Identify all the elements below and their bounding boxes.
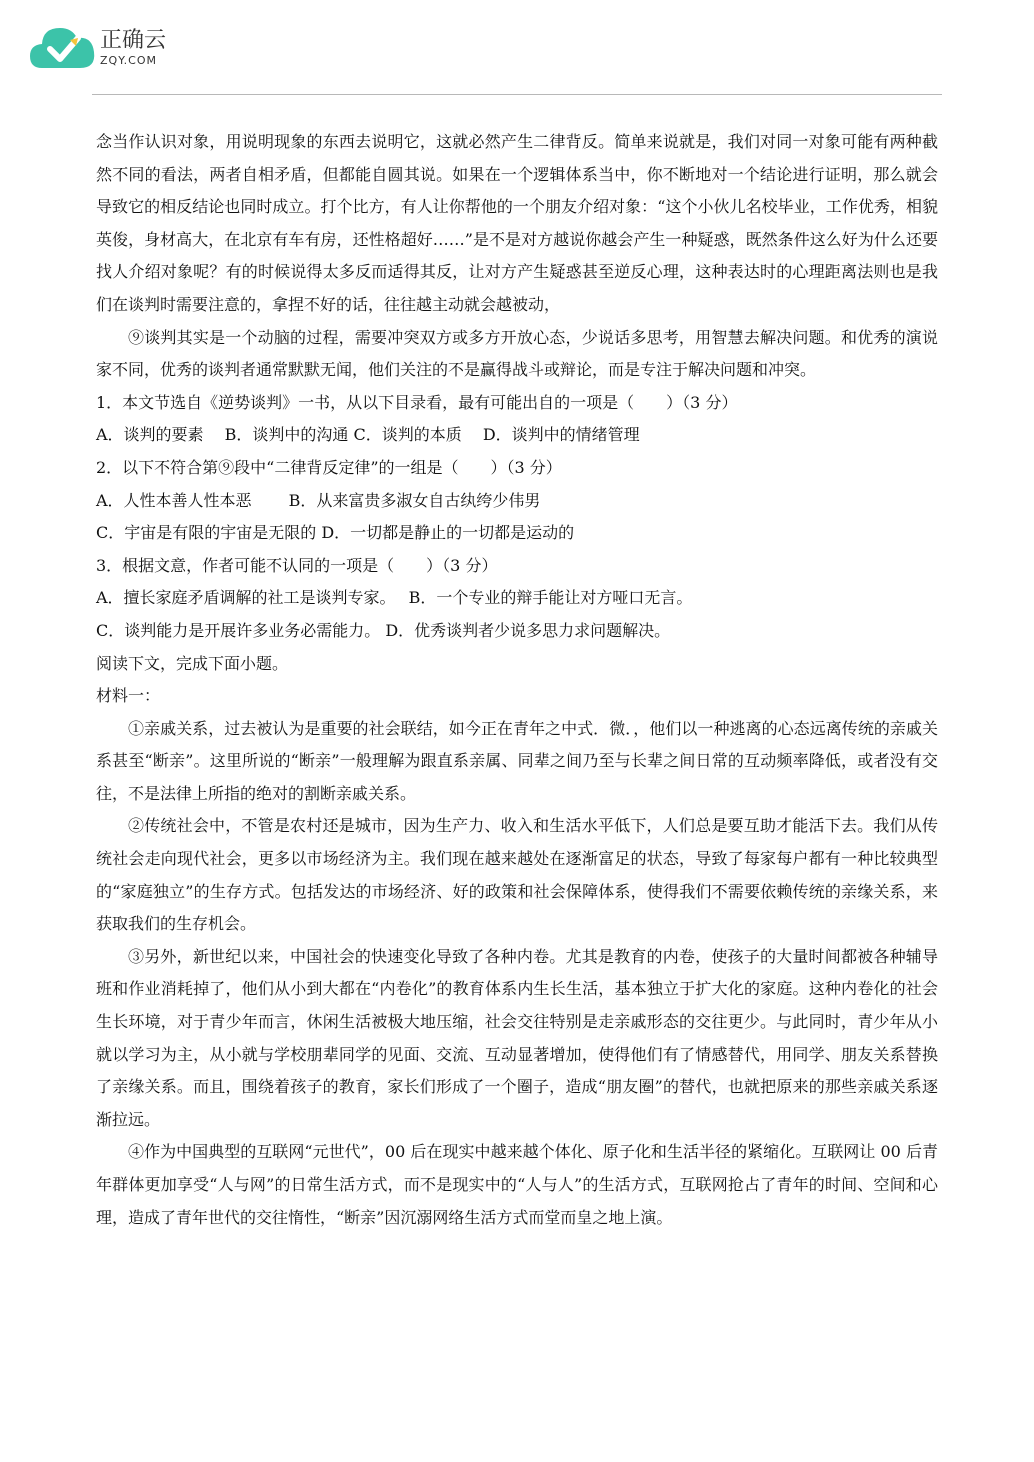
question-2-options-cd: C．宇宙是有限的宇宙是无限的 D．一切都是静止的一切都是运动的	[96, 523, 575, 543]
page-content	[96, 126, 938, 1234]
header-divider	[92, 94, 942, 95]
question-3-options-cd: C．谈判能力是开展许多业务必需能力。 D．优秀谈判者少说多思力求问题解决。	[96, 620, 671, 640]
logo-url: ZQY.COM	[100, 54, 158, 67]
paragraph-9: ⑨谈判其实是一个动脑的过程，需要冲突双方或多方开放心态，少说话多思考，用智慧去解决问题。和优秀的演说家不同，优秀的谈判者通常默默无闻，他们关注的不是赢得战斗或辩论，而是专注于解决问题和冲突。	[96, 327, 938, 380]
question-1-options: A．谈判的要素 B．谈判中的沟通 C．谈判的本质 D．谈判中的情绪管理	[96, 425, 640, 445]
question-2: 2．以下不符合第⑨段中“二律背反定律”的一组是（ ）（3 分）	[96, 457, 562, 477]
material-paragraph-1: ①亲戚关系，过去被认为是重要的社会联结，如今正在青年之中式．微．，他们以一种逃离的心态远离传统的亲戚关系甚至“断亲”。这里所说的“断亲”一般理解为跟直系亲属、同辈之间乃至与长辈之间日常的互动频率降低，或者没有交往，不是法律上所指的绝对的割断亲戚关系。	[96, 718, 938, 803]
logo-text	[100, 28, 166, 68]
question-2-options-ab: A．人性本善人性本恶 B．从来富贵多淑女自古纨绔少伟男	[96, 490, 541, 510]
question-3-options-ab: A．擅长家庭矛盾调解的社工是谈判专家。 B．一个专业的辩手能让对方哑口无言。	[96, 588, 693, 608]
page-header	[30, 18, 1010, 78]
question-1: 1．本文节选自《逆势谈判》一书，从以下目录看，最有可能出自的一项是（ ）（3 分）	[96, 392, 738, 412]
reading-instruction: 阅读下文，完成下面小题。	[96, 653, 289, 673]
logo-name: 正确云	[100, 28, 167, 53]
material-label: 材料一：	[96, 686, 161, 706]
material-paragraph-3: ③另外，新世纪以来，中国社会的快速变化导致了各种内卷。尤其是教育的内卷，使孩子的大量时间都被各种辅导班和作业消耗掉了，他们从小到大都在“内卷化”的教育体系内生长生活，基本独立于扩大化的家庭。这种内卷化的社会生长环境，对于青少年而言，休闲生活被极大地压缩，社会交往特别是走亲戚形态的交往更少。与此同时，青少年从小就以学习为主，从小就与学校朋辈同学的见面、交流、互动显著增加，使得他们有了情感替代，用同学、朋友关系替换了亲缘关系。而且，围绕着孩子的教育，家长们形成了一个圈子，造成“朋友圈”的替代，也就把原来的那些亲戚关系逐渐拉远。	[96, 946, 938, 1129]
material-paragraph-2: ②传统社会中，不管是农村还是城市，因为生产力、收入和生活水平低下，人们总是要互助才能活下去。我们从传统社会走向现代社会，更多以市场经济为主。我们现在越来越处在逐渐富足的状态，导致了每家每户都有一种比较典型的“家庭独立”的生存方式。包括发达的市场经济、好的政策和社会保障体系，使得我们不需要依赖传统的亲缘关系，来获取我们的生存机会。	[96, 816, 938, 934]
paragraph-continued: 念当作认识对象，用说明现象的东西去说明它，这就必然产生二律背反。简单来说就是，我们对同一对象可能有两种截然不同的看法，两者自相矛盾，但都能自圆其说。如果在一个逻辑体系当中，你不断地对一个结论进行证明，那么就会导致它的相反结论也同时成立。打个比方，有人让你帮他的一个朋友介绍对象：“这个小伙儿名校毕业，工作优秀，相貌英俊，身材高大，在北京有车有房，还性格超好……”是不是对方越说你越会产生一种疑惑，既然条件这么好为什么还要找人介绍对象呢？有的时候说得太多反而适得其反，让对方产生疑惑甚至逆反心理，这种表达时的心理距离法则也是我们在谈判时需要注意的，拿捏不好的话，往往越主动就会越被动，	[96, 132, 938, 314]
question-3: 3．根据文意，作者可能不认同的一项是（ ）（3 分）	[96, 555, 498, 575]
material-paragraph-4: ④作为中国典型的互联网“元世代”，00 后在现实中越来越个体化、原子化和生活半径的紧缩化。互联网让 00 后青年群体更加享受“人与网”的日常生活方式，而不是现实中的“人与人”的生活方式，互联网抢占了青年的时间、空间和心理，造成了青年世代的交往惰性，“断亲”因沉溺网络生活方式而堂而皇之地上演。	[96, 1142, 938, 1227]
